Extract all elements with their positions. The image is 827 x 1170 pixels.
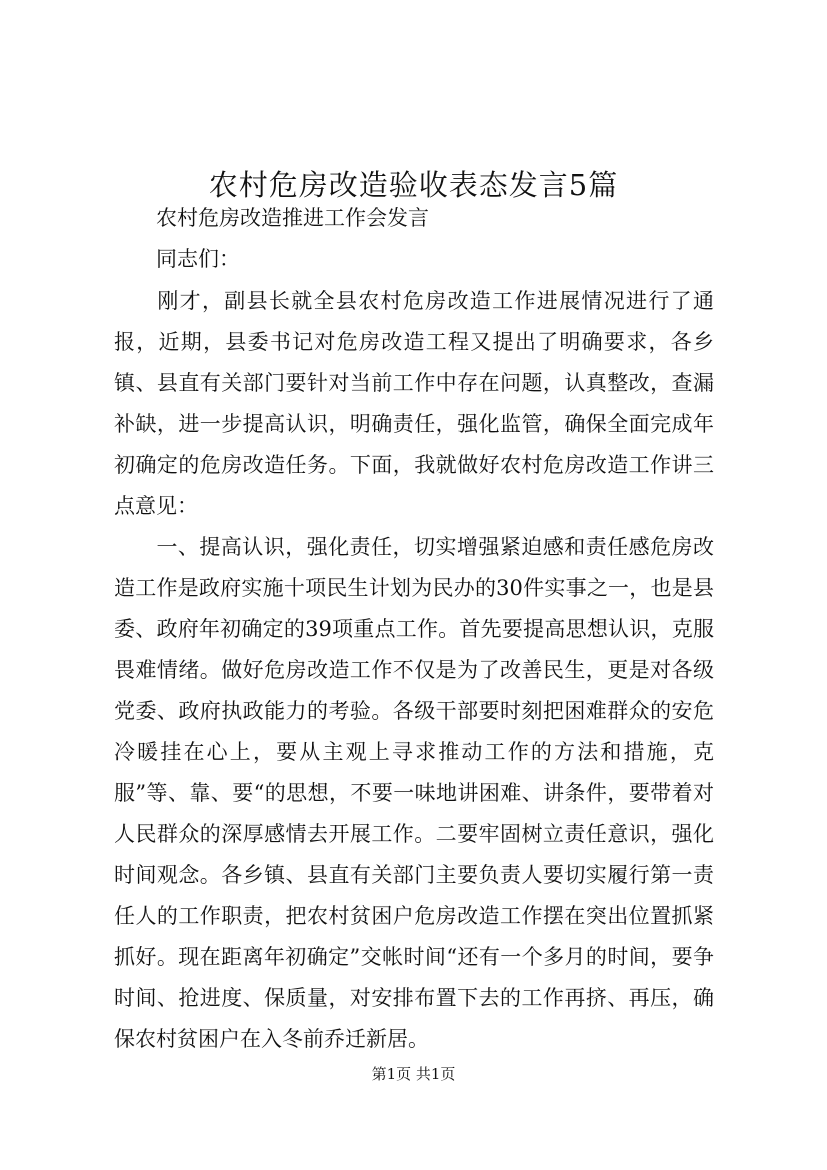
- greeting: 同志们：: [156, 247, 240, 271]
- paragraph-point-one: [114, 527, 714, 1060]
- page-footer: 第1页 共1页: [371, 1065, 456, 1083]
- paragraph-opening-text: 刚才，副县长就全县农村危房改造工作进展情况进行了通报，近期，县委书记对危房改造工程又提出了明确要求，各乡镇、县直有关部门要针对当前工作中存在问题，认真整改，查漏补缺，进一步提高认识，明确责任，强化监管，确保全面完成年初确定的危房改造任务。下面，我就做好农村危房改造工作讲三点意见：: [114, 289, 714, 518]
- paragraph-point-one-text: 一、提高认识，强化责任，切实增强紧迫感和责任感危房改造工作是政府实施十项民生计划为民办的30件实事之一，也是县委、政府年初确定的39项重点工作。首先要提高思想认识，克服畏难情绪。做好危房改造工作不仅是为了改善民生，更是对各级党委、政府执政能力的考验。各级干部要时刻把困难群众的安危冷暖挂在心上，要从主观上寻求推动工作的方法和措施，克服”等、靠、要“的思想，不要一味地讲困难、讲条件，要带着对人民群众的深厚感情去开展工作。二要牢固树立责任意识，强化时间观念。各乡镇、县直有关部门主要负责人要切实履行第一责任人的工作职责，把农村贫困户危房改造工作摆在突出位置抓紧抓好。现在距离年初确定”交帐时间“还有一个多月的时间，要争时间、抢进度、保质量，对安排布置下去的工作再挤、再压，确保农村贫困户在入冬前乔迁新居。: [114, 535, 714, 1051]
- speech-subtitle: 农村危房改造推进工作会发言: [156, 206, 429, 230]
- paragraph-opening: [114, 281, 714, 527]
- document-title: 农村危房改造验收表态发言5篇: [208, 168, 619, 203]
- document-body: [114, 281, 714, 1060]
